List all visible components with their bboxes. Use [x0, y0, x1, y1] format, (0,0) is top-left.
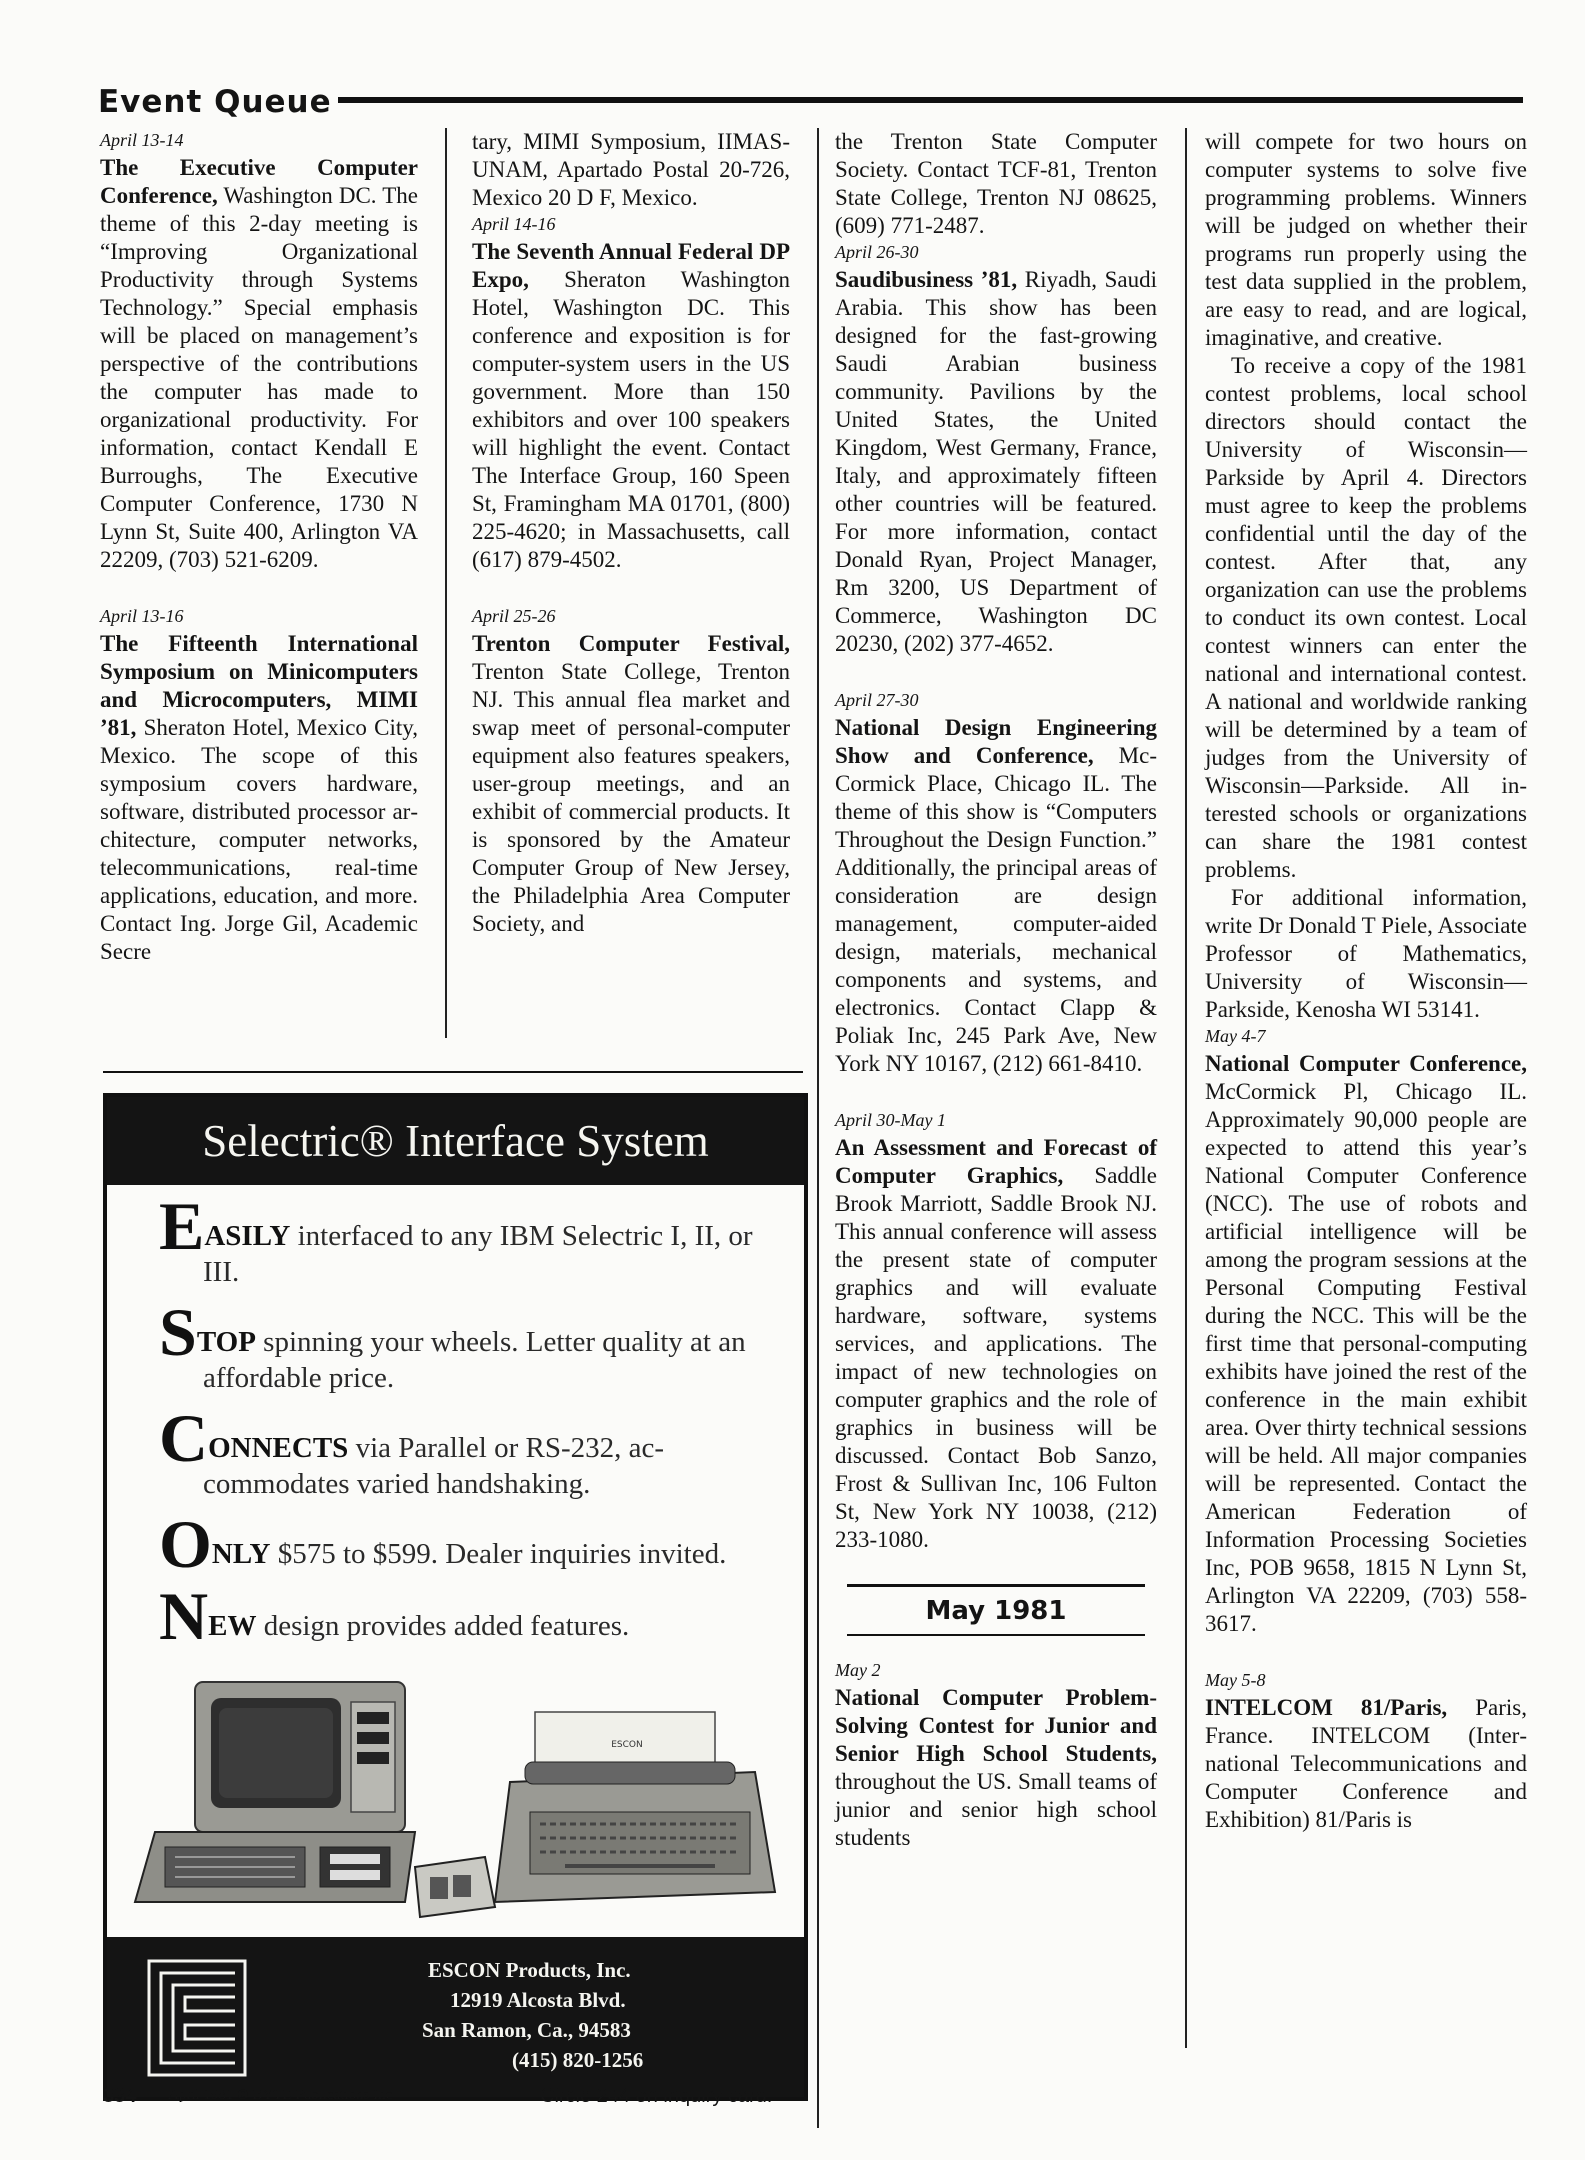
ad-top-rule	[103, 1071, 803, 1073]
event-date: April 26-30	[835, 242, 919, 262]
company-address	[422, 1955, 762, 2075]
continued-text: For additional information, write Dr Donald T Piele, Associate Professor of Mathematics, University of Wisconsin—Parkside, Kenosha WI 53141.	[1205, 885, 1527, 1022]
event-body: Riyadh, Saudi Arabia. This show has been designed for the fast-growing Saudi Arabian business community. Pavilions by the United States, the United Kingdom, West Germany, France, Italy, and approximately fifteen other countries will be featured. For more information, contact Donald Ryan, Project Manager, Rm 3200, US Department of Commerce, Washington DC 20230, (202) 377-4652.	[835, 267, 1157, 656]
event-title: National Design Engineering Show and Conference,	[835, 715, 1157, 768]
event-title: INTELCOM 81/Paris,	[1205, 1695, 1448, 1720]
event-national-computer-conference	[1205, 1024, 1527, 1638]
ad-feature: EASILY interfaced to any IBM Selectric I, II, or III.	[159, 1188, 753, 1288]
selectric-typewriter	[495, 1712, 775, 1902]
column-1	[100, 128, 418, 996]
column-divider	[817, 128, 819, 2128]
event-body: Sheraton Hotel, Mexico City, Mexico. The scope of this symposium covers hardware, software, distributed processor architecture, computer networks, telecommunications, real-time applications, education, and more. Contact Ing. Jorge Gil, Academic Secre	[100, 715, 418, 964]
header-rule	[338, 97, 1523, 103]
escon-logo	[147, 1959, 247, 2077]
page-number: 334	[103, 2085, 137, 2107]
company-name: ESCON Products, Inc.	[428, 1958, 631, 1982]
ad-feature: CONNECTS via Parallel or RS-232, accommodates varied handshaking.	[159, 1400, 665, 1500]
product-photo	[115, 1642, 795, 1942]
event-body: Washington DC. The theme of this 2-day meeting is “Improving Organizational Productivity through Systems Technology.” Special emphasis will be placed on management’s perspective of the contributions the computer has made to organizational productivity. For information, contact Kendall E Burroughs, The Executive Computer Conference, 1730 N Lynn St, Suite 400, Arlington VA 22209, (703) 521-6209.	[100, 183, 418, 572]
column-divider	[445, 128, 447, 1038]
computer-terminal	[135, 1682, 415, 1902]
event-national-design-engineering-show	[835, 688, 1157, 1078]
event-date: April 25-26	[472, 606, 556, 626]
ad-feature: STOP spinning your wheels. Letter quality at an affordable price.	[159, 1294, 746, 1394]
escon-advertisement	[103, 1093, 808, 2101]
event-date: May 5-8	[1205, 1670, 1266, 1690]
section-title: Event Queue	[98, 84, 332, 120]
event-date: April 13-14	[100, 130, 184, 150]
event-title: National Computer Problem-Solving Contest for Junior and Senior High School Students,	[835, 1685, 1157, 1766]
event-problem-solving-contest	[835, 1658, 1157, 1852]
event-date: April 30-May 1	[835, 1110, 946, 1130]
event-body: Saddle Brook Marriott, Saddle Brook NJ. This annual conference will assess the present state of computer graphics and will evaluate hardware, software, systems services, and applications. The impact of new technologies on computer graphics and the role of graphics in business will be discussed. Contact Bob Sanzo, Frost & Sullivan Inc, 106 Fulton St, New York NY 10038, (212) 233-1080.	[835, 1163, 1157, 1552]
event-date: May 4-7	[1205, 1026, 1266, 1046]
column-3	[835, 128, 1157, 1882]
event-body: Paris, France. INTELCOM (International Telecommunications and Computer Conference and Exhibition) 81/Paris is	[1205, 1695, 1527, 1832]
event-mimi-81	[100, 604, 418, 966]
interface-box	[415, 1857, 495, 1917]
typewriter-brand: ESCON	[611, 1740, 643, 1750]
continued-text: To receive a copy of the 1981 contest problems, local school directors should contact the University of Wisconsin—Parkside by April 4. Directors must agree to keep the problems confidential until the day of the contest. After that, any organization can use the problems to conduct its own contest. Local contest winners can enter the national and international contest. A national and worldwide ranking will be determined by a team of judges from the University of Wisconsin—Parkside. All interested schools or organizations can share the 1981 contest problems.	[1205, 353, 1527, 882]
event-saudibusiness-81	[835, 240, 1157, 658]
event-body: throughout the US. Small teams of junior and senior high school students	[835, 1769, 1157, 1850]
event-title: An Assessment and Forecast of Computer Graphics,	[835, 1135, 1157, 1188]
company-phone: (415) 820-1256	[512, 2048, 644, 2072]
month-heading: May 1981	[925, 1596, 1067, 1626]
continued-text: will compete for two hours on computer systems to solve five programming problems. Winners will be judged on whether their programs run properly using the test data supplied in the problem, are easy to read, and are logical, imaginative, and creative.	[1205, 129, 1527, 350]
inquiry-card-note: Circle 244 on inquiry card.	[540, 2085, 773, 2107]
month-section-header	[847, 1584, 1145, 1636]
event-body: McCormick Pl, Chicago IL. Approximately 90,000 people are expected to attend this year’s National Computer Conference (NCC). The use of robots and artificial intelligence will be among the program sessions at the Personal Computing Festival during the NCC. This will be the first time that personal-computing exhibits have joined the rest of the conference in the main exhibit area. Over thirty technical sessions will be held. All major companies will be represented. Contact the American Federation of Information Processing Societies Inc, POB 9658, 1815 N Lynn St, Arlington VA 22209, (703) 558-3617.	[1205, 1079, 1527, 1636]
event-date: April 27-30	[835, 690, 919, 710]
event-date: April 14-16	[472, 214, 556, 234]
event-body: McCormick Place, Chicago IL. The theme of this show is “Computers Throughout the Design Function.” Additionally, the principal areas of consideration are design management, computer-aided design, materials, mechanical components and systems, and electronics. Contact Clapp & Poliak Inc, 245 Park Ave, New York NY 10167, (212) 661-8410.	[835, 743, 1157, 1076]
ad-headline: Selectric® Interface System	[107, 1097, 804, 1185]
event-date: April 13-16	[100, 606, 184, 626]
company-city: San Ramon, Ca., 94583	[422, 2018, 631, 2042]
event-title: The Executive Computer Conference,	[100, 155, 418, 208]
ad-feature: NEW design provides added features.	[159, 1578, 630, 1654]
event-trenton-computer-festival	[472, 604, 790, 938]
event-date: May 2	[835, 1660, 881, 1680]
event-executive-computer-conference	[100, 128, 418, 574]
continued-text: tary, MIMI Symposium, IIMAS-UNAM, Apartado Postal 20-726, Mexico 20 D F, Mexico.	[472, 129, 790, 210]
column-4	[1205, 128, 1527, 1864]
ad-feature: ONLY $575 to $599. Dealer inquiries invited.	[159, 1506, 727, 1582]
publication-credit: April 1981 © BYTE Publications Inc	[168, 2087, 393, 2103]
company-street: 12919 Alcosta Blvd.	[450, 1988, 626, 2012]
ad-footer	[107, 1937, 804, 2097]
event-body: Sheraton Washington Hotel, Washington DC. This conference and exposition is for computer-system users in the US government. More than 150 exhibitors and over 100 speakers will highlight the event. Contact The Interface Group, 160 Speen St, Framingham MA 01701, (800) 225-4620; in Massachusetts, call (617) 879-4502.	[472, 267, 790, 572]
column-divider	[1185, 128, 1187, 2048]
event-title: National Computer Conference,	[1205, 1051, 1527, 1076]
event-federal-dp-expo	[472, 212, 790, 574]
column-2	[472, 128, 790, 968]
event-title: Saudibusiness ’81,	[835, 267, 1018, 292]
event-body: Trenton State College, Trenton NJ. This annual flea market and swap meet of personal-computer equipment also features speakers, user-group meetings, and an exhibit of commercial products. It is sponsored by the Amateur Computer Group of New Jersey, the Philadelphia Area Computer Society, and	[472, 659, 790, 936]
ad-feature-list	[159, 1188, 769, 1659]
event-computer-graphics-forecast	[835, 1108, 1157, 1554]
event-title: The Seventh Annual Federal DP Expo,	[472, 239, 790, 292]
continued-text: the Trenton State Computer Society. Contact TCF-81, Trenton State College, Trenton NJ 08625, (609) 771-2487.	[835, 129, 1157, 238]
event-intelcom-81	[1205, 1668, 1527, 1834]
event-title: The Fifteenth International Symposium on Minicomputers and Microcomputers, MIMI ’81,	[100, 631, 418, 740]
event-title: Trenton Computer Festival,	[472, 631, 790, 656]
